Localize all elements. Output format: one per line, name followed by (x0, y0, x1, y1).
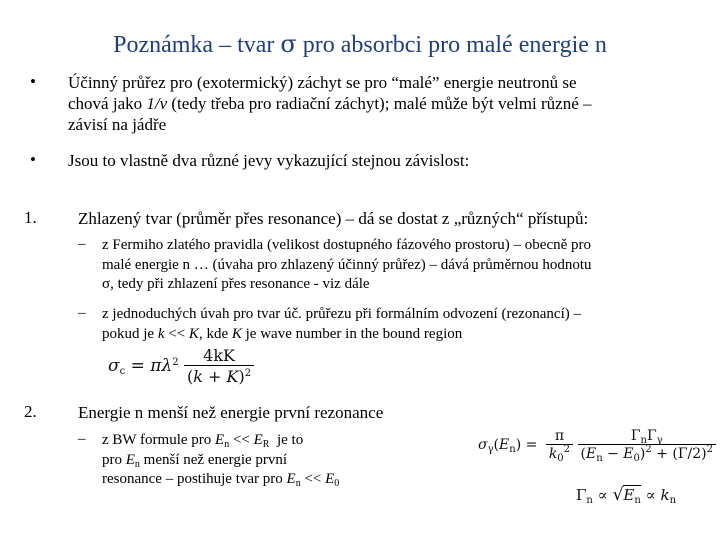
bullet-1-text (68, 72, 708, 135)
formula-gamma-n: $\Gamma_n \propto √E_n \propto k_n$ (576, 485, 677, 506)
item-1-sub-2-line-1: z jednoduchých úvah pro tvar úč. průřezu při formálním odvození (rezonancí) – (102, 306, 581, 322)
bullet-marker: • (30, 72, 36, 91)
subitem-marker: – (78, 431, 86, 447)
item-1-sub-1 (102, 236, 702, 295)
formula-sigma-c-denominator: $(k + K)^2$ (184, 365, 254, 386)
item-1-sub-1-line-1: z Fermiho zlatého pravidla (velikost dostupného fázového prostoru) – obecně pro (102, 237, 592, 253)
page-title: Poznámka – tvar σ pro absorbci pro malé energie n (113, 30, 607, 58)
formula-f1-denominator: $k_0^2$ (546, 444, 573, 462)
formula-sigma-gamma-lhs: $\sigma_\gamma(E_n)$ = (478, 437, 538, 455)
item-1-sub-2-line-2: pokud je k << K, kde K je wave number in the bound region (102, 325, 463, 342)
formula-sigma-c (108, 346, 254, 386)
bullet-1-line-3: závisí na jádře (68, 115, 167, 134)
item-2-sub-line-1: z BW formule pro $E_n << E_R$ je to (102, 432, 304, 450)
item-1-text: Zhlazený tvar (průměr přes resonance) – dá se dostat z „různých“ přístupů: (78, 209, 589, 228)
formula-f2-denominator: $(E_n - E_0)^2 + (\Gamma/2)^2$ (578, 444, 717, 462)
formula-f1-numerator: π (554, 428, 565, 444)
item-2-sub-line-2: pro $E_n$ menší než energie první (102, 451, 288, 470)
item-1-sub-1-line-2: malé energie n … (úvaha pro zhlazený účinný průřez) – dává průměrnou hodnotu (102, 256, 592, 273)
item-1-number: 1. (24, 208, 37, 227)
formula-sigma-c-numerator: 4kK (203, 346, 235, 365)
formula-f2-numerator: $\Gamma_n\Gamma_\gamma$ (630, 428, 663, 446)
bullet-marker: • (30, 150, 36, 169)
item-2-text: Energie n menší než energie první rezonance (78, 403, 384, 422)
subitem-marker: – (78, 305, 86, 321)
bullet-1-line-1: Účinný průřez pro (exotermický) záchyt se pro “malé” energie neutronů se (68, 73, 577, 92)
item-1-sub-2 (102, 305, 702, 344)
item-2-number: 2. (24, 402, 37, 421)
formula-sigma-c-lhs: $\sigma_c = \pi\lambda^2$ (108, 355, 179, 377)
item-2-sub-line-3: resonance – postihuje tvar pro $E_n << E_0$ (102, 471, 340, 489)
bullet-1-line-2: chová jako 1/v (tedy třeba pro radiační záchyt); malé může být velmi různé – (68, 94, 592, 113)
bullet-2-text: Jsou to vlastně dva různé jevy vykazující stejnou závislost: (68, 151, 470, 170)
formula-sigma-gamma (478, 428, 716, 462)
subitem-marker: – (78, 236, 86, 252)
item-2-sub (102, 431, 462, 490)
item-1-sub-1-line-3: σ, tedy při zhlazení přes resonance - viz dále (102, 276, 370, 292)
